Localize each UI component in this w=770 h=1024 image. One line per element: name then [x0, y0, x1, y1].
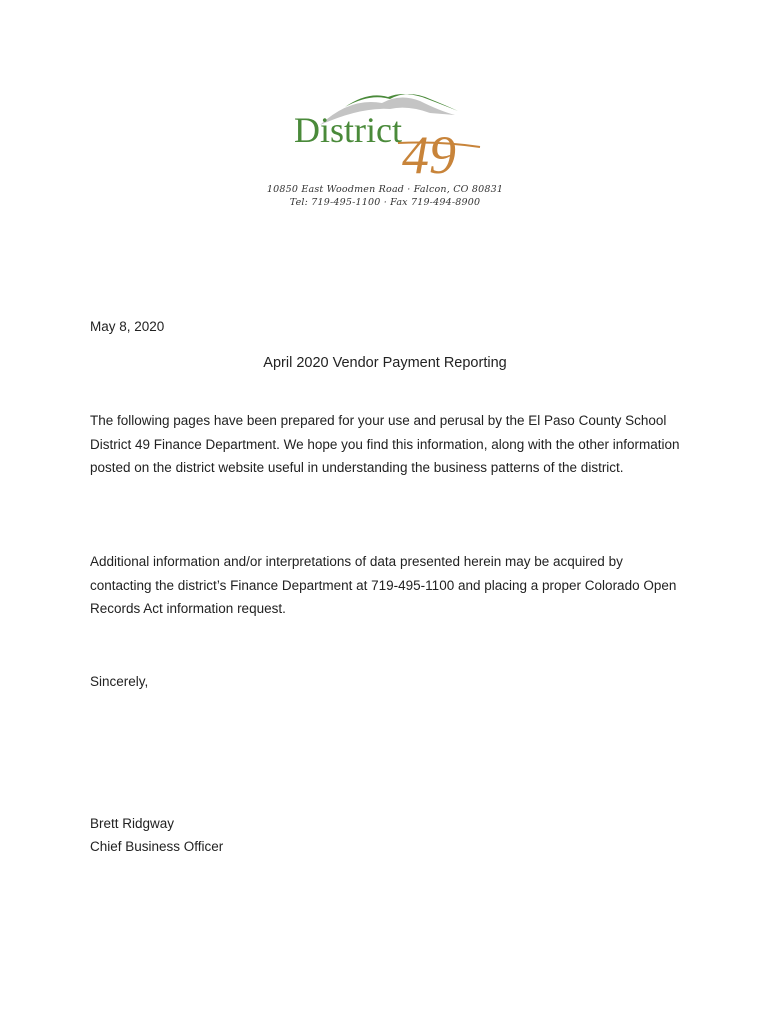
- letter-closing: Sincerely,: [90, 674, 149, 689]
- signer-name: Brett Ridgway: [90, 816, 175, 831]
- logo-word: District: [294, 110, 402, 150]
- letter-title: April 2020 Vendor Payment Reporting: [263, 355, 507, 371]
- paragraph-intro: The following pages have been prepared for your use and perusal by the El Paso County School District 49 Finance Department. We hope you find this information, along with the other information posted on the district website useful in understanding the business patterns of the district.: [90, 413, 680, 475]
- signer-title: Chief Business Officer: [90, 839, 224, 854]
- address-line: 10850 East Woodmen Road · Falcon, CO 80831: [266, 184, 504, 195]
- letterhead: [0, 0, 770, 215]
- district-49-logo: [290, 85, 485, 190]
- logo-number: 49: [402, 125, 456, 185]
- contact-line: Tel: 719-495-1100 · Fax 719-494-8900: [289, 197, 481, 208]
- letter-date: May 8, 2020: [90, 319, 165, 334]
- paragraph-records-request: Additional information and/or interpretations of data presented herein may be acquired by contacting the district’s Finance Department at 719-495-1100 and placing a proper Colorado Open Records Act information request.: [90, 554, 677, 616]
